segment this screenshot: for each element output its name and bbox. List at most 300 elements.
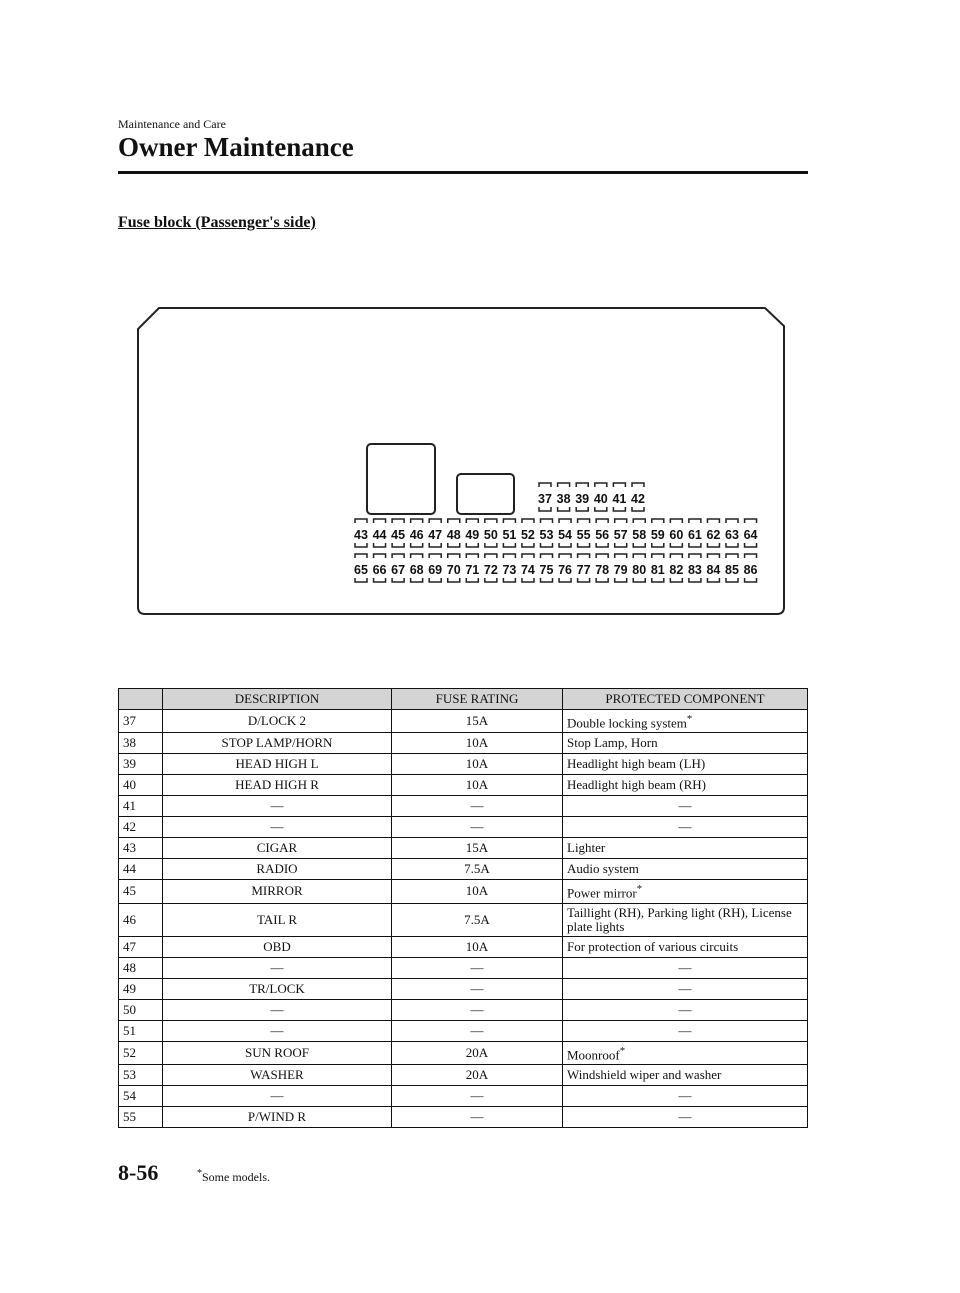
fuse-slot-top xyxy=(689,554,701,558)
fuse-rating xyxy=(392,1064,563,1085)
table-row xyxy=(119,957,808,978)
fuse-description xyxy=(163,957,392,978)
fuse-rating xyxy=(392,1106,563,1127)
protected-component xyxy=(563,710,808,733)
fuse-slot-top xyxy=(652,519,664,523)
fuse-slot-bottom xyxy=(689,543,701,547)
fuse-slot-bottom xyxy=(578,543,590,547)
fuse-description xyxy=(163,710,392,733)
table-row xyxy=(119,936,808,957)
fuse-label: 60 xyxy=(669,528,684,542)
fuse-slot-bottom xyxy=(595,507,607,511)
protected-component xyxy=(563,880,808,903)
fuse-label: 75 xyxy=(539,563,554,577)
fuse-number-text: 53 xyxy=(123,1066,136,1082)
fuse-description xyxy=(163,1020,392,1041)
fuse-number xyxy=(119,775,163,796)
fuse-rating-text: ― xyxy=(470,1108,484,1124)
fuse-slot-bottom xyxy=(411,578,423,582)
fuse-rating xyxy=(392,1085,563,1106)
fuse-slot-top xyxy=(652,554,664,558)
fuse-slot-bottom xyxy=(374,578,386,582)
fuse-rating-text: 20A xyxy=(465,1066,489,1082)
fuse-description xyxy=(163,999,392,1020)
fuse-description xyxy=(163,880,392,903)
fuse-number xyxy=(119,903,163,936)
protected-component xyxy=(563,957,808,978)
fuse-description xyxy=(163,1106,392,1127)
fuse-label: 55 xyxy=(576,528,591,542)
fuse-label: 37 xyxy=(538,492,552,506)
fuse-description-text: ― xyxy=(270,1001,284,1017)
protected-component-text: ― xyxy=(678,1001,692,1017)
fuse-slot-bottom xyxy=(559,578,571,582)
fuse-slot-bottom xyxy=(466,578,478,582)
table-row xyxy=(119,710,808,733)
protected-component xyxy=(563,1085,808,1106)
fuse-label: 71 xyxy=(465,563,480,577)
fuse-rating xyxy=(392,754,563,775)
protected-component xyxy=(563,1041,808,1064)
fuse-rating-text: ― xyxy=(470,959,484,975)
fuse-slot-top xyxy=(726,554,738,558)
fuse-rating xyxy=(392,903,563,936)
protected-component-text: ― xyxy=(678,980,692,996)
fuse-number-text: 45 xyxy=(123,883,136,899)
fuse-rating-text: 10A xyxy=(465,883,489,899)
fuse-label: 53 xyxy=(539,528,554,542)
fuse-slot-top xyxy=(355,554,367,558)
fuse-slot-top xyxy=(578,519,590,523)
fuse-number-text: 48 xyxy=(123,959,136,975)
protected-component xyxy=(563,859,808,880)
fuse-slot-top xyxy=(411,554,423,558)
fuse-slot-top xyxy=(633,519,645,523)
fuse-number xyxy=(119,817,163,838)
fuse-slot-top xyxy=(448,519,460,523)
fuse-slot-bottom xyxy=(411,543,423,547)
fuse-slot-top xyxy=(613,483,625,487)
some-models-star: * xyxy=(619,1044,626,1057)
fuse-label: 51 xyxy=(502,528,517,542)
fuse-label: 48 xyxy=(446,528,461,542)
protected-component-text: Moonroof xyxy=(567,1046,620,1062)
fuse-description xyxy=(163,733,392,754)
fuse-description-text: OBD xyxy=(263,938,291,954)
fuse-slot-top xyxy=(558,483,570,487)
fuse-label: 49 xyxy=(465,528,480,542)
fuse-number-text: 51 xyxy=(123,1022,136,1038)
fuse-rating xyxy=(392,1020,563,1041)
fuse-slot-top xyxy=(429,554,441,558)
protected-component-text: Headlight high beam (LH) xyxy=(567,756,706,772)
fuse-slot-bottom xyxy=(632,507,644,511)
fuse-number-text: 44 xyxy=(123,861,136,877)
fuse-description-text: SUN ROOF xyxy=(245,1044,309,1060)
footnote-text: Some models. xyxy=(202,1170,270,1184)
fuse-rating xyxy=(392,838,563,859)
fuse-slot-bottom xyxy=(448,578,460,582)
fuse-slot-top xyxy=(541,554,553,558)
fuse-rating xyxy=(392,733,563,754)
some-models-star: * xyxy=(686,713,693,725)
protected-component xyxy=(563,754,808,775)
fuse-slot-bottom xyxy=(578,578,590,582)
fuse-slot-top xyxy=(429,519,441,523)
fuse-number xyxy=(119,1041,163,1064)
fuse-slot-top xyxy=(448,554,460,558)
fuse-label: 78 xyxy=(595,563,610,577)
fuse-rating-text: ― xyxy=(470,1022,484,1038)
fuse-slot-top xyxy=(392,554,404,558)
fuse-rating xyxy=(392,710,563,733)
fuse-number-text: 47 xyxy=(123,938,136,954)
fuse-rating-text: ― xyxy=(470,819,484,835)
fuse-slot-bottom xyxy=(613,507,625,511)
fuse-slot-bottom xyxy=(541,543,553,547)
fuse-slot-bottom xyxy=(392,543,404,547)
fuse-slot-bottom xyxy=(726,578,738,582)
fuse-slot-top xyxy=(503,519,515,523)
fuse-rating-text: 10A xyxy=(465,938,489,954)
fuse-label: 52 xyxy=(520,528,535,542)
fuse-slot-top xyxy=(689,519,701,523)
fuse-slot-bottom xyxy=(633,543,645,547)
fuse-description-text: ― xyxy=(270,819,284,835)
fuse-label: 41 xyxy=(612,492,627,506)
fuse-label: 86 xyxy=(743,563,758,577)
fuse-slot-top xyxy=(633,554,645,558)
fuse-slot-bottom xyxy=(558,507,570,511)
fuse-rating xyxy=(392,796,563,817)
fuse-label: 46 xyxy=(409,528,424,542)
fuse-rating-text: 15A xyxy=(465,840,489,856)
fuse-label: 76 xyxy=(558,563,573,577)
fuse-slot-top xyxy=(522,554,534,558)
fuse-slot-bottom xyxy=(539,507,551,511)
fuse-description-text: CIGAR xyxy=(256,840,298,856)
fuse-rating xyxy=(392,817,563,838)
fuse-slot-bottom xyxy=(374,543,386,547)
fuse-slot-bottom xyxy=(726,543,738,547)
fuse-number xyxy=(119,978,163,999)
fuse-description xyxy=(163,775,392,796)
fuse-description xyxy=(163,1041,392,1064)
fuse-label: 38 xyxy=(556,492,571,506)
fuse-slot-bottom xyxy=(689,578,701,582)
fuse-label: 50 xyxy=(483,528,498,542)
header-description: DESCRIPTION xyxy=(163,689,392,710)
fuse-description xyxy=(163,1064,392,1085)
fuse-description xyxy=(163,859,392,880)
fuse-label: 72 xyxy=(483,563,498,577)
fuse-label: 57 xyxy=(613,528,628,542)
fuse-slot-bottom xyxy=(503,578,515,582)
fuse-slot-bottom xyxy=(429,543,441,547)
fuse-rating-text: 15A xyxy=(465,713,489,729)
page-title: Owner Maintenance xyxy=(118,132,354,162)
fuse-label: 45 xyxy=(391,528,406,542)
fuse-description xyxy=(163,1085,392,1106)
fuse-label: 40 xyxy=(593,492,608,506)
fuse-slot-bottom xyxy=(485,578,497,582)
fuse-rating-text: 7.5A xyxy=(464,861,490,877)
fuse-slot-top xyxy=(745,554,757,558)
fuse-label: 44 xyxy=(372,528,387,542)
table-header-row xyxy=(119,689,808,710)
fuse-slot-top xyxy=(576,483,588,487)
fuse-description xyxy=(163,754,392,775)
fuse-rating-text: ― xyxy=(470,1001,484,1017)
fuse-number-text: 42 xyxy=(123,819,136,835)
subheading: Fuse block (Passenger's side) xyxy=(118,214,316,231)
fuse-description xyxy=(163,903,392,936)
fuse-description xyxy=(163,838,392,859)
fuse-slot-top xyxy=(392,519,404,523)
header-protected-component: PROTECTED COMPONENT xyxy=(563,689,808,710)
fuse-label: 80 xyxy=(632,563,647,577)
protected-component-text: ― xyxy=(678,959,692,975)
fuse-description xyxy=(163,796,392,817)
fuse-label: 47 xyxy=(428,528,443,542)
fuse-rating xyxy=(392,775,563,796)
fuse-slot-bottom xyxy=(466,543,478,547)
protected-component-text: Windshield wiper and washer xyxy=(567,1066,722,1082)
fuse-slot-top xyxy=(374,519,386,523)
fuse-slot-top xyxy=(541,519,553,523)
table-row xyxy=(119,859,808,880)
section-label: Maintenance and Care xyxy=(118,117,226,131)
fuse-slot-bottom xyxy=(745,578,757,582)
fuse-description-text: HEAD HIGH R xyxy=(235,777,319,793)
fuse-number-text: 40 xyxy=(123,777,136,793)
fuse-label: 69 xyxy=(428,563,443,577)
fuse-label: 83 xyxy=(687,563,702,577)
fuse-description xyxy=(163,817,392,838)
fuse-slot-top xyxy=(466,519,478,523)
fuse-description-text: MIRROR xyxy=(251,883,303,899)
fuse-number-text: 37 xyxy=(123,713,136,729)
fuse-slot-top xyxy=(503,554,515,558)
fuse-description xyxy=(163,936,392,957)
protected-component-text: Stop Lamp, Horn xyxy=(567,735,658,751)
fuse-rating xyxy=(392,936,563,957)
footnote xyxy=(197,1168,270,1185)
protected-component xyxy=(563,838,808,859)
fuse-label: 63 xyxy=(725,528,739,542)
fuse-label: 82 xyxy=(669,563,684,577)
fuse-slot-bottom xyxy=(522,578,534,582)
table-row xyxy=(119,978,808,999)
fuse-slot-bottom xyxy=(615,578,627,582)
fuse-label: 84 xyxy=(706,563,721,577)
fuse-slot-bottom xyxy=(707,543,719,547)
fuse-label: 43 xyxy=(354,528,368,542)
fuse-description-text: P/WIND R xyxy=(247,1108,307,1124)
fuse-slot-bottom xyxy=(541,578,553,582)
protected-component-text: Power mirror xyxy=(567,885,637,901)
fuse-rating-text: 10A xyxy=(465,756,489,772)
fuse-label: 68 xyxy=(409,563,424,577)
fuse-number xyxy=(119,1106,163,1127)
fuse-slot-top xyxy=(632,483,644,487)
table-row xyxy=(119,903,808,936)
fuse-label: 64 xyxy=(743,528,758,542)
table-row xyxy=(119,880,808,903)
fuse-description-text: ― xyxy=(270,798,284,814)
fuse-slot-top xyxy=(615,519,627,523)
fuse-slot-top xyxy=(559,519,571,523)
header-fuse-rating: FUSE RATING xyxy=(392,689,563,710)
fuse-rating xyxy=(392,859,563,880)
fuse-label: 77 xyxy=(576,563,591,577)
fuse-number xyxy=(119,796,163,817)
table-row xyxy=(119,838,808,859)
fuse-slot-bottom xyxy=(503,543,515,547)
protected-component-text: Taillight (RH), Parking light (RH), License plate lights xyxy=(567,904,792,934)
relay-small xyxy=(457,474,514,514)
table-row xyxy=(119,754,808,775)
fuse-rating-text: ― xyxy=(470,980,484,996)
fuse-slot-top xyxy=(411,519,423,523)
fuse-description-text: RADIO xyxy=(256,861,298,877)
fuse-slot-top xyxy=(726,519,738,523)
fuse-label: 54 xyxy=(558,528,573,542)
fuse-rating xyxy=(392,957,563,978)
fuse-slot-top xyxy=(485,554,497,558)
fuse-label: 73 xyxy=(502,563,517,577)
fuse-slot-bottom xyxy=(448,543,460,547)
protected-component-text: ― xyxy=(678,819,692,835)
fuse-slot-bottom xyxy=(355,578,367,582)
fuse-label: 85 xyxy=(725,563,739,577)
fuse-slot-top xyxy=(485,519,497,523)
fuse-slot-top xyxy=(707,519,719,523)
protected-component-text: Lighter xyxy=(567,840,606,856)
protected-component-text: ― xyxy=(678,1022,692,1038)
fuse-slot-top xyxy=(522,519,534,523)
fuse-rating xyxy=(392,999,563,1020)
fuse-label: 65 xyxy=(354,563,368,577)
fuse-description-text: TAIL R xyxy=(257,911,297,927)
fuse-description-text: ― xyxy=(270,1087,284,1103)
fuse-slot-bottom xyxy=(670,578,682,582)
fuse-description-text: ― xyxy=(270,959,284,975)
table-row xyxy=(119,775,808,796)
fuse-slot-bottom xyxy=(670,543,682,547)
fuse-slot-bottom xyxy=(522,543,534,547)
fuse-number xyxy=(119,957,163,978)
fuse-slot-bottom xyxy=(596,578,608,582)
table-row xyxy=(119,796,808,817)
table-row xyxy=(119,1041,808,1064)
fuse-description-text: STOP LAMP/HORN xyxy=(221,735,333,751)
footnote-star: * xyxy=(197,1168,202,1179)
table-row xyxy=(119,1106,808,1127)
fuse-slot-top xyxy=(745,519,757,523)
fuse-number-text: 46 xyxy=(123,911,136,927)
fuse-description-text: D/LOCK 2 xyxy=(247,713,307,729)
protected-component-text: For protection of various circuits xyxy=(567,938,739,954)
fuse-rating-text: ― xyxy=(470,1087,484,1103)
fuse-rating xyxy=(392,880,563,903)
table-row xyxy=(119,1064,808,1085)
fuse-number xyxy=(119,936,163,957)
protected-component-text: Double locking system xyxy=(567,715,687,731)
fuse-description-text: TR/LOCK xyxy=(249,980,305,996)
fuse-slot-top xyxy=(670,554,682,558)
fuse-slot-top xyxy=(539,483,551,487)
protected-component xyxy=(563,775,808,796)
some-models-star: * xyxy=(636,883,643,896)
fuse-number xyxy=(119,880,163,903)
title-rule xyxy=(118,171,808,174)
fuse-number xyxy=(119,710,163,733)
fuse-rating-text: 20A xyxy=(465,1044,489,1060)
fuse-slot-bottom xyxy=(429,578,441,582)
fuse-number-text: 38 xyxy=(123,735,136,751)
protected-component xyxy=(563,903,808,936)
fuse-slot-top xyxy=(559,554,571,558)
table-row xyxy=(119,733,808,754)
fuse-label: 61 xyxy=(687,528,702,542)
fuse-label: 59 xyxy=(650,528,665,542)
fuse-slot-bottom xyxy=(652,578,664,582)
fuse-rating xyxy=(392,978,563,999)
fuse-slot-top xyxy=(615,554,627,558)
protected-component-text: Headlight high beam (RH) xyxy=(567,777,706,793)
fuse-slot-top xyxy=(596,519,608,523)
header-number xyxy=(119,689,163,710)
fuse-rating-text: 10A xyxy=(465,777,489,793)
fuse-slot-bottom xyxy=(559,543,571,547)
fuse-slot-top xyxy=(578,554,590,558)
page-number: 8-56 xyxy=(118,1160,159,1185)
fuse-slot-top xyxy=(355,519,367,523)
fuse-label: 42 xyxy=(631,492,645,506)
protected-component-text: ― xyxy=(678,1087,692,1103)
fuse-block-diagram xyxy=(137,307,785,615)
fuse-slot-top xyxy=(670,519,682,523)
fuse-description-text: HEAD HIGH L xyxy=(235,756,319,772)
table-row xyxy=(119,999,808,1020)
fuse-slot-top xyxy=(374,554,386,558)
table-row xyxy=(119,817,808,838)
fuse-slot-top xyxy=(466,554,478,558)
fuse-slot-top xyxy=(595,483,607,487)
fuse-number-text: 39 xyxy=(123,756,136,772)
fuse-slot-bottom xyxy=(707,578,719,582)
protected-component xyxy=(563,796,808,817)
fuse-number-text: 41 xyxy=(123,798,136,814)
fuse-label: 79 xyxy=(613,563,628,577)
fuse-number-text: 43 xyxy=(123,840,136,856)
fuse-label: 81 xyxy=(650,563,665,577)
protected-component-text: Audio system xyxy=(567,861,639,877)
fuse-slot-bottom xyxy=(615,543,627,547)
fuse-label: 56 xyxy=(595,528,610,542)
fuse-label: 67 xyxy=(391,563,406,577)
protected-component xyxy=(563,936,808,957)
protected-component-text: ― xyxy=(678,1108,692,1124)
fuse-number xyxy=(119,1020,163,1041)
fuse-number-text: 52 xyxy=(123,1044,136,1060)
fuse-number-text: 49 xyxy=(123,980,136,996)
fuse-slot-bottom xyxy=(392,578,404,582)
fuse-description-text: WASHER xyxy=(250,1066,304,1082)
protected-component xyxy=(563,999,808,1020)
fuse-rating-text: ― xyxy=(470,798,484,814)
